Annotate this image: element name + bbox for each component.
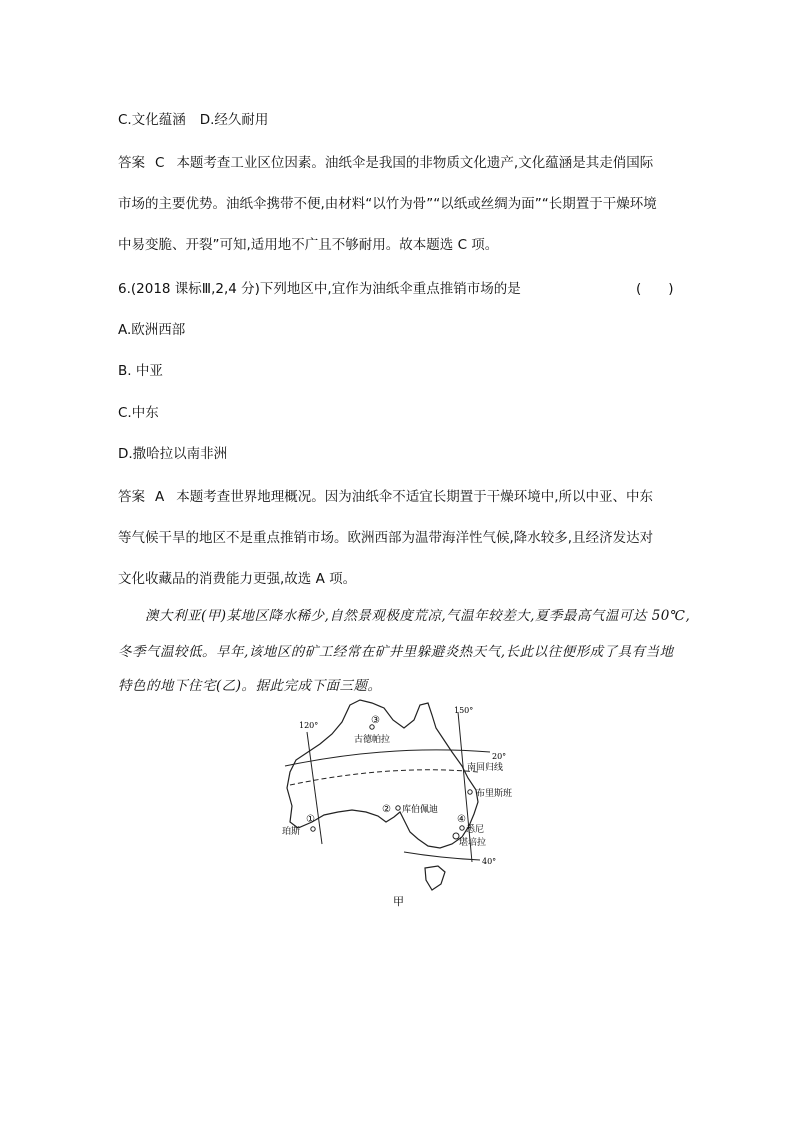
passage-line1: 澳大利亚(甲)某地区降水稀少,自然景观极度荒凉,气温年较差大,夏季最高气温可达 50℃, (145, 608, 691, 624)
bosi-point (311, 827, 315, 831)
q6-option-a: A.欧洲西部 (118, 322, 186, 338)
passage-line3: 特色的地下住宅(乙)。据此完成下面三题。 (118, 678, 382, 694)
gudepala-label: 古德帕拉 (354, 735, 391, 745)
q6-answer-paren: ( ) (636, 281, 674, 297)
passage-line2: 冬季气温较低。早年,该地区的矿工经常在矿井里躲避炎热天气,长此以往便形成了具有当地 (118, 644, 674, 660)
q6-stem: 6.(2018 课标Ⅲ,2,4 分)下列地区中,宜作为油纸伞重点推销市场的是 (118, 281, 521, 297)
q5-option-d: D.经久耐用 (199, 112, 269, 128)
lat-bottom-label: 40° (482, 857, 497, 866)
answer6-line2: 等气候干旱的地区不是重点推销市场。欧洲西部为温带海洋性气候,降水较多,且经济发达对 (118, 530, 654, 546)
q5-option-c: C.文化蕴涵 (118, 112, 186, 128)
answer5-letter: C (155, 155, 165, 171)
answer5-text1: 本题考查工业区位因素。油纸伞是我国的非物质文化遗产,文化蕴涵是其走俏国际 (176, 155, 654, 171)
lat-top-label: 20° (492, 752, 507, 761)
q6-option-d: D.撒哈拉以南非洲 (118, 446, 228, 462)
parallel-40 (404, 852, 480, 860)
bosi-label: 珀斯 (282, 827, 301, 837)
busibane-label: 布里斯班 (476, 789, 513, 799)
map-caption: 甲 (393, 895, 404, 908)
q6-option-b: B. 中亚 (118, 363, 163, 379)
answer5-line3: 中易变脆、开裂”可知,适用地不广且不够耐用。故本题选 C 项。 (118, 237, 499, 253)
tropic-label: 南回归线 (467, 763, 504, 773)
lon-right-label: 150° (454, 706, 474, 715)
marker-4: ④ (457, 814, 466, 825)
kanpeila-label: 堪培拉 (459, 838, 487, 848)
marker-2: ② (382, 804, 391, 815)
q6-option-c: C.中东 (118, 405, 159, 421)
marker-3: ③ (371, 715, 380, 726)
answer6-line3: 文化收藏品的消费能力更强,故选 A 项。 (118, 571, 357, 587)
answer6-letter: A (155, 489, 165, 505)
kubopeidi-label: 库伯佩迪 (402, 805, 439, 815)
answer5-line2: 市场的主要优势。油纸伞携带不便,由材料“以竹为骨”“以纸或丝绸为面”“长期置于干燥环境 (118, 196, 657, 212)
tasmania-outline (425, 866, 445, 890)
marker-1: ① (306, 814, 315, 825)
xini-label: 悉尼 (466, 825, 485, 835)
answer6-label: 答案 (118, 489, 145, 505)
answer5-label: 答案 (118, 155, 145, 171)
lon-left-label: 120° (299, 721, 319, 730)
answer6-text1: 本题考查世界地理概况。因为油纸伞不适宜长期置于干燥环境中,所以中亚、中东 (176, 489, 654, 505)
